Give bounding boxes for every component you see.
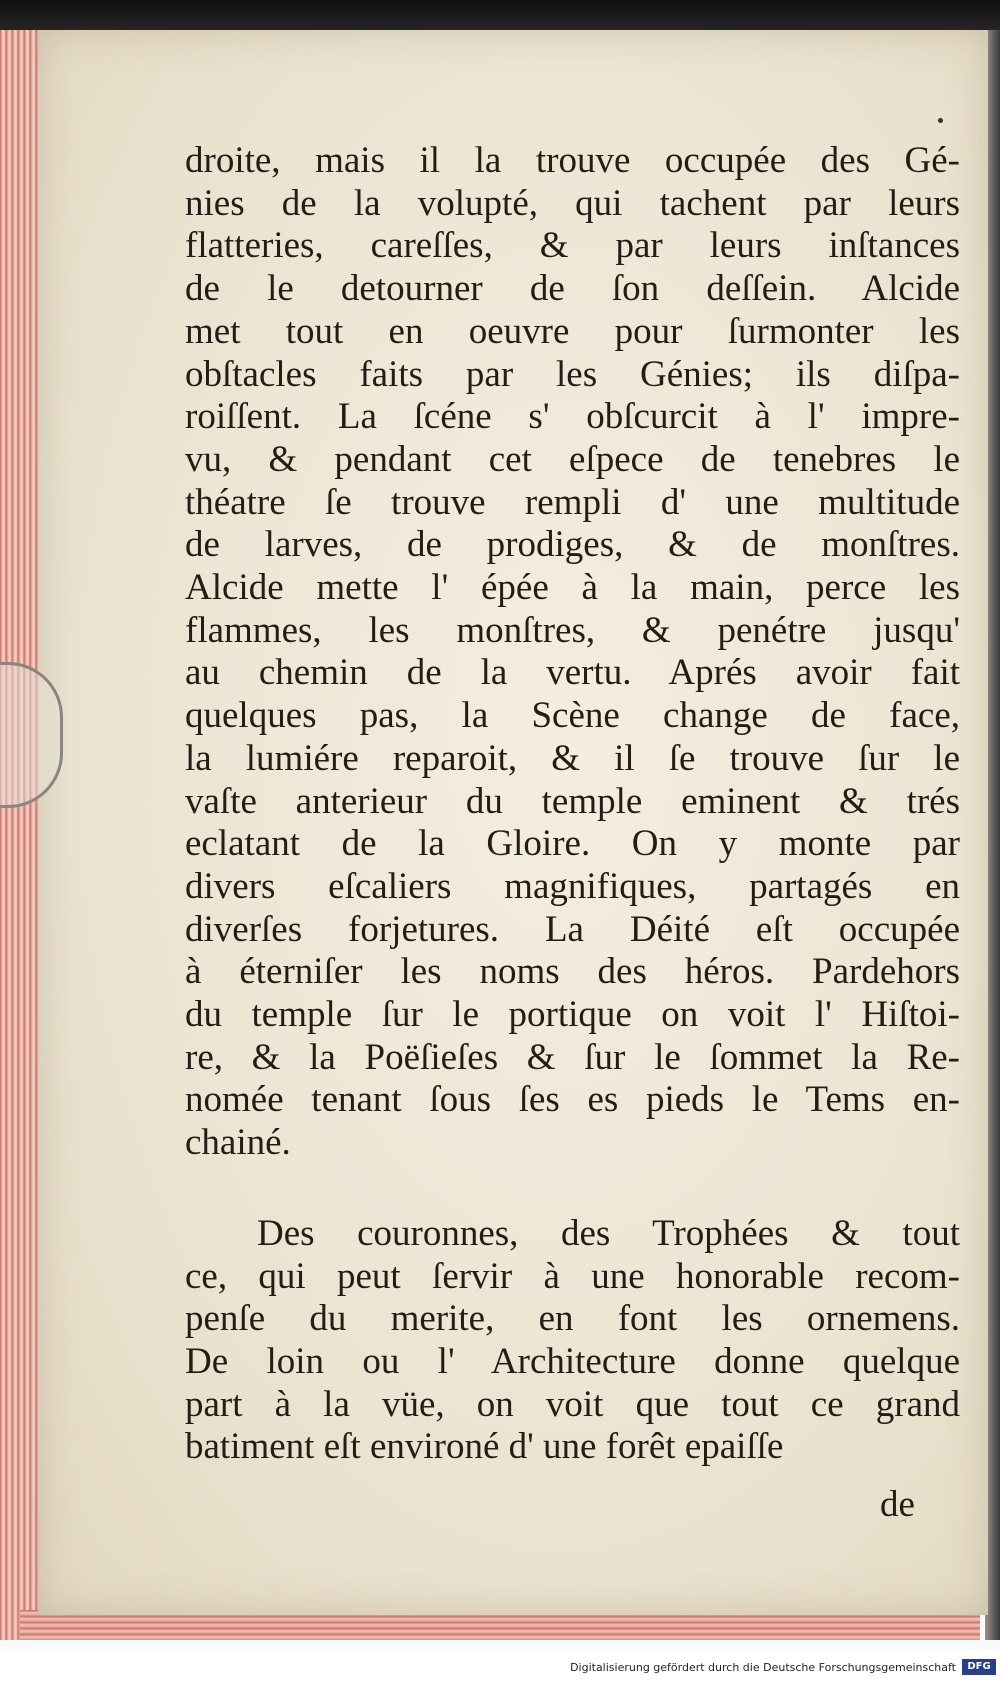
text-line: De loin ou l' Architecture donne quelque (185, 1340, 960, 1382)
text-line: Des couronnes, des Trophées & tout (257, 1212, 960, 1254)
text-line: roiſſent. La ſcéne s' obſcurcit à l' impre- (185, 396, 960, 438)
text-line: re, & la Poëſieſes & ſur le ſommet la Re- (185, 1036, 960, 1078)
catchword: de (880, 1484, 915, 1525)
text-line: au chemin de la vertu. Aprés avoir fait (185, 652, 960, 694)
text-line: nies de la volupté, qui tachent par leurs (185, 182, 960, 224)
text-line: quelques pas, la Scène change de face, (185, 695, 960, 737)
text-line: divers eſcaliers magnifiques, partagés en (185, 865, 960, 907)
text-line: vu, & pendant cet eſpece de tenebres le (185, 438, 960, 480)
text-line: de larves, de prodiges, & de monſtres. (185, 524, 960, 566)
text-line: diverſes forjetures. La Déité eſt occupée (185, 908, 960, 950)
paragraph-gap (185, 1165, 960, 1213)
dfg-logo: DFG (962, 1659, 996, 1675)
text-line: de le detourner de ſon deſſein. Alcide (185, 268, 960, 310)
page-text (185, 140, 960, 1469)
text-line: Alcide mette l' épée à la main, perce les (185, 567, 960, 609)
paragraph-2 (185, 1213, 960, 1469)
text-line: part à la vüe, on voit que tout ce grand (185, 1383, 960, 1425)
ink-dot (938, 118, 943, 123)
text-line: batiment eſt environé d' une forêt epaiſſe (185, 1426, 784, 1468)
text-line: obſtacles faits par les Génies; ils diſpa- (185, 353, 960, 395)
text-line: eclatant de la Gloire. On y monte par (185, 823, 960, 865)
digitization-credit: Digitalisierung gefördert durch die Deutsche Forschungsgemeinschaft (570, 1661, 956, 1674)
text-line: flatteries, careſſes, & par leurs inſtances (185, 225, 960, 267)
text-line: à éterniſer les noms des héros. Pardehors (185, 951, 960, 993)
text-line: du temple ſur le portique on voit l' Hiſtoi- (185, 994, 960, 1036)
text-line: chainé. (185, 1122, 291, 1164)
text-line: vaſte anterieur du temple eminent & trés (185, 780, 960, 822)
text-line: la lumiére reparoit, & il ſe trouve ſur le (185, 737, 960, 779)
text-line: théatre ſe trouve rempli d' une multitude (185, 481, 960, 523)
text-line: droite, mais il la trouve occupée des Gé- (185, 140, 960, 181)
text-line: nomée tenant ſous ſes es pieds le Tems en- (185, 1079, 960, 1121)
text-line: flammes, les monſtres, & penétre jusqu' (185, 609, 960, 651)
page-edges-left (0, 30, 41, 1640)
text-line: ce, qui peut ſervir à une honorable recom- (185, 1255, 960, 1297)
text-line: penſe du merite, en font les ornemens. (185, 1298, 960, 1340)
paragraph-1 (185, 140, 960, 1165)
text-line: met tout en oeuvre pour ſurmonter les (185, 310, 960, 352)
